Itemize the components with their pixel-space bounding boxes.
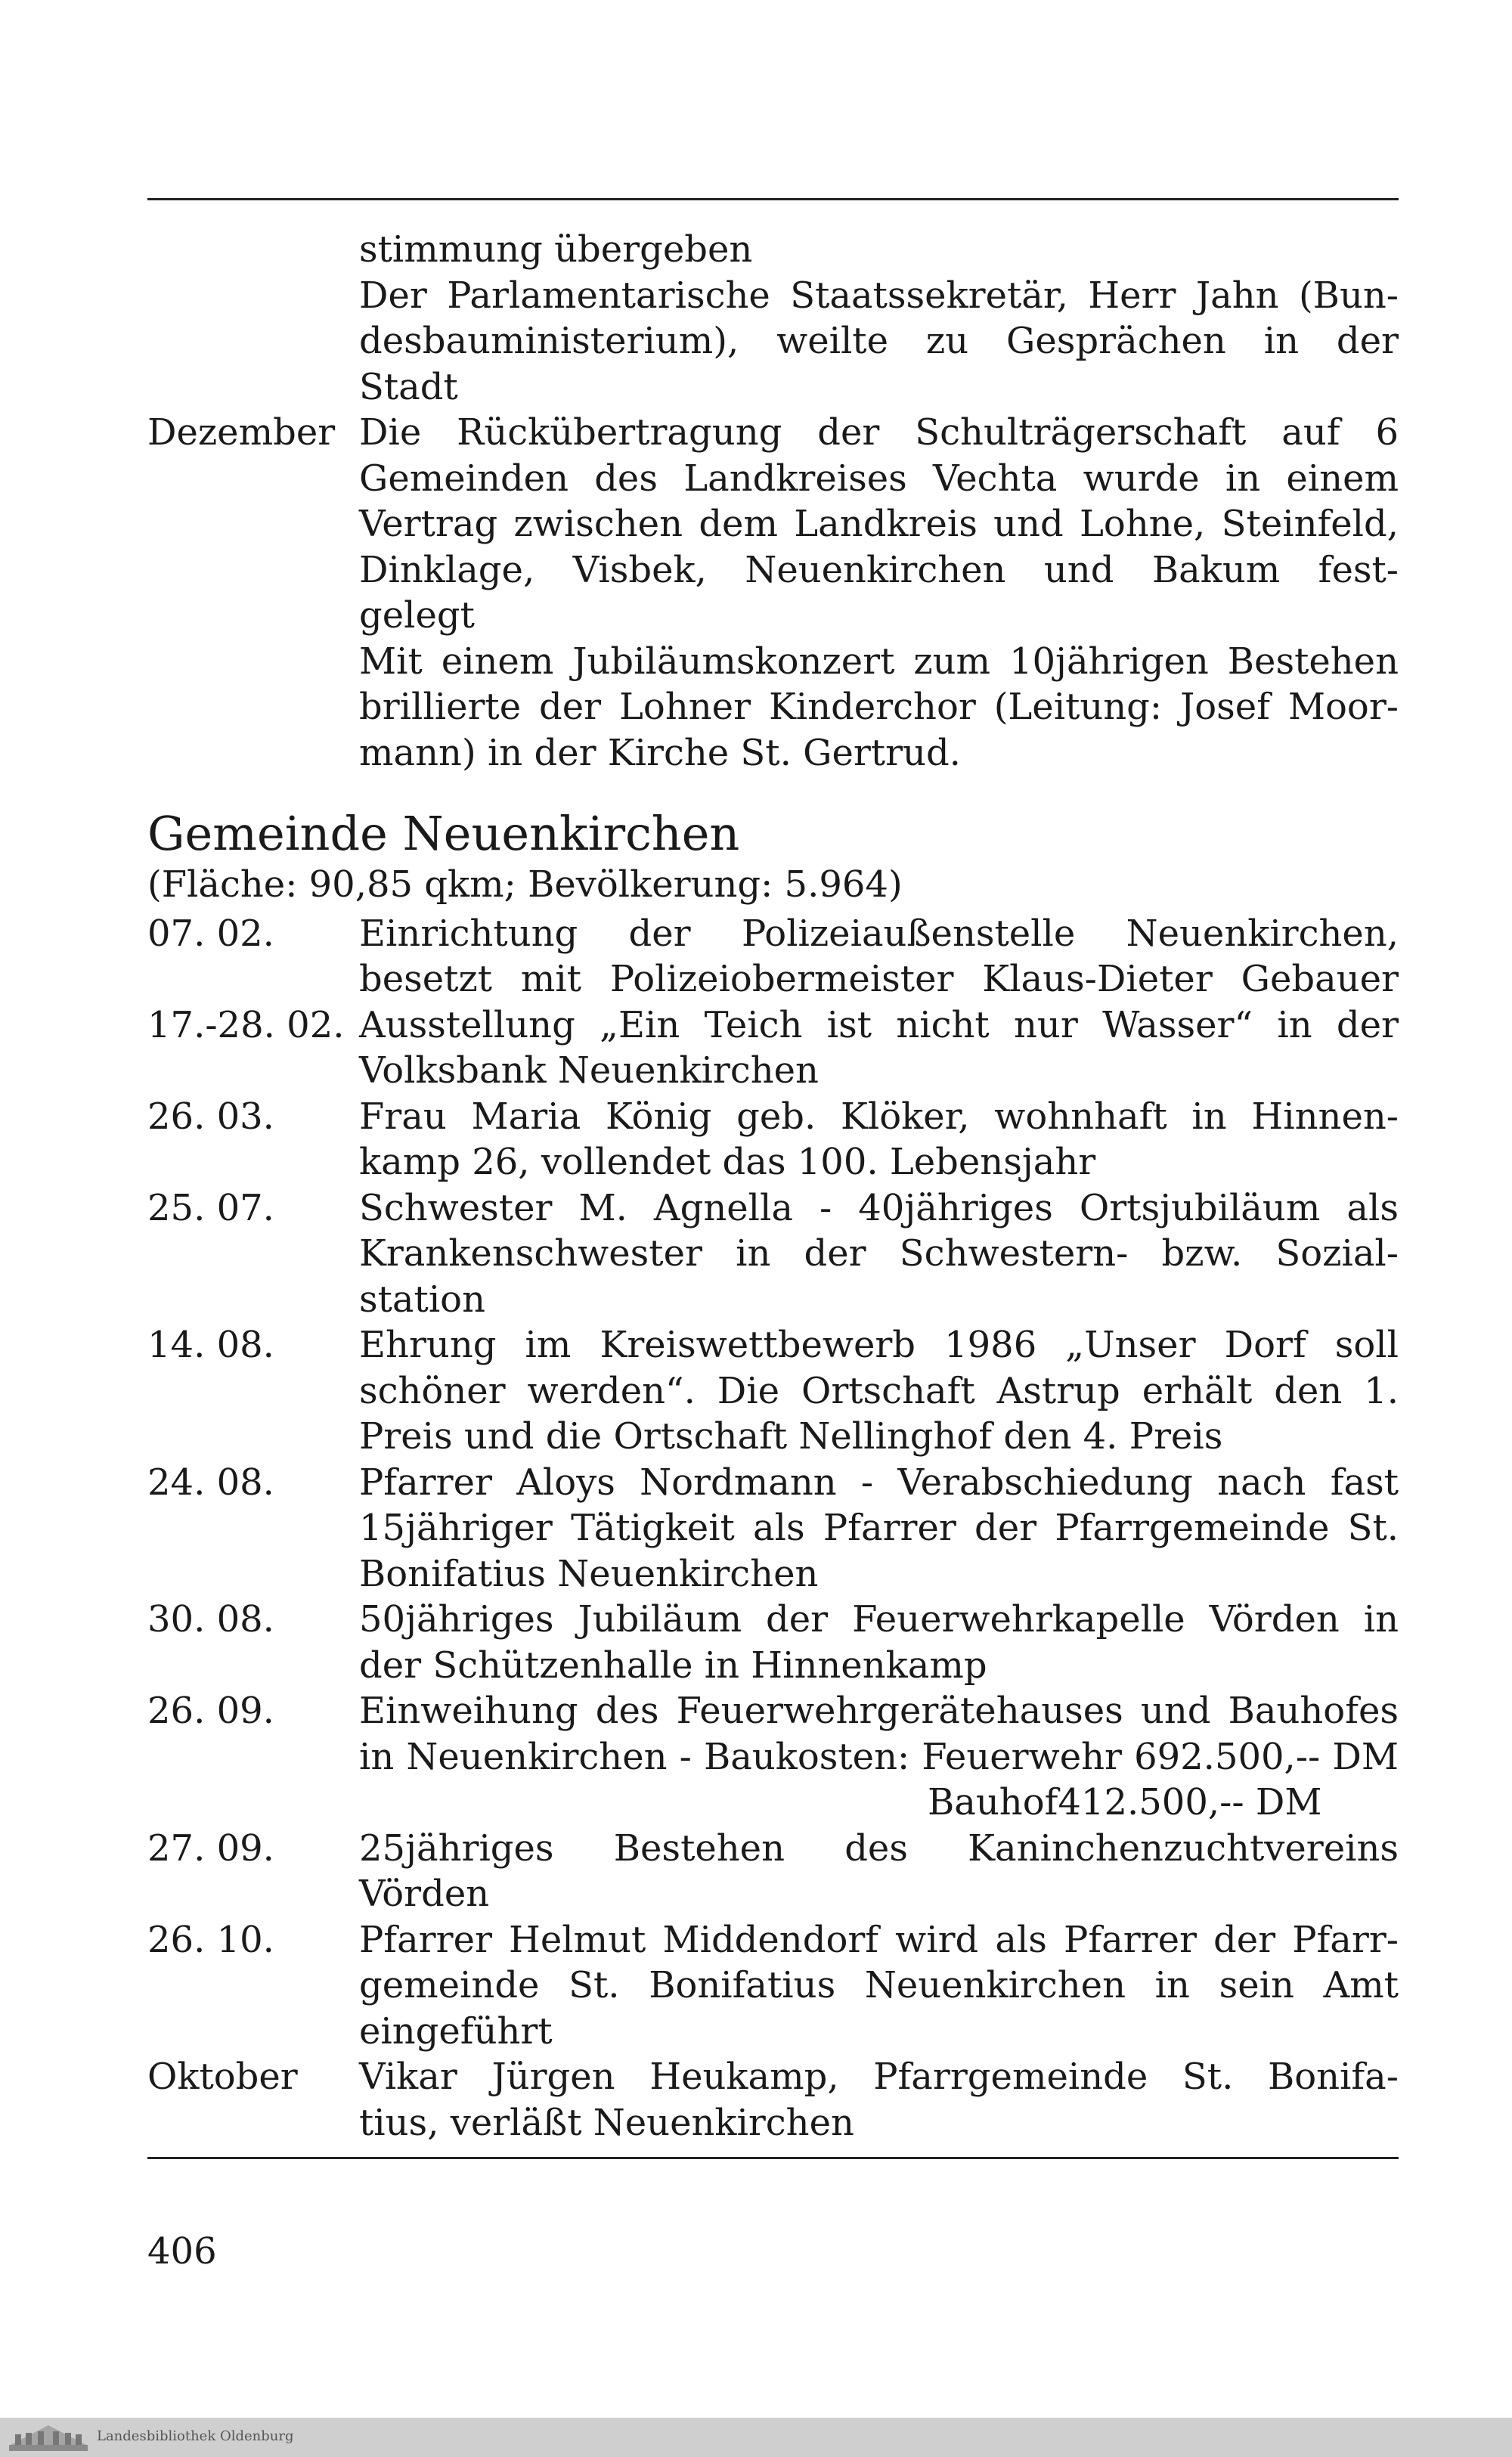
text-line: Gemeinden des Landkreises Vechta wurde in einem <box>359 457 1399 500</box>
entry-text <box>359 1597 1399 1688</box>
entry-date: 24. 08. <box>147 1461 274 1504</box>
section-info: (Fläche: 90,85 qkm; Bevölkerung: 5.964) <box>147 863 903 906</box>
entry-date: Dezember <box>147 411 336 454</box>
dezember-entry <box>147 410 1399 776</box>
page-number: 406 <box>147 2230 217 2273</box>
entry-text <box>359 1460 1399 1597</box>
text-line: Einrichtung der Polizeiaußenstelle Neuenkirchen, <box>359 912 1399 955</box>
entry-date: 27. 09. <box>147 1826 274 1870</box>
text-line: Dinklage, Visbek, Neuenkirchen und Bakum fest- <box>359 548 1399 591</box>
entry-date: Oktober <box>147 2056 298 2098</box>
text-line: Vikar Jürgen Heukamp, Pfarrgemeinde St. Bonifa- <box>359 2056 1399 2098</box>
entry-date: 17.-28. 02. <box>147 1003 345 1046</box>
text-line: gemeinde St. Bonifatius Neuenkirchen in sein Amt <box>359 1964 1399 2006</box>
entry-date: 25. 07. <box>147 1186 274 1229</box>
text-line: 50jähriges Jubiläum der Feuerwehrkapelle Vörden in <box>359 1598 1399 1641</box>
text-line: Die Rückübertragung der Schulträgerschaft auf 6 <box>359 411 1399 454</box>
entry-date: 14. 08. <box>147 1324 274 1366</box>
text-line: station <box>359 1278 485 1321</box>
entry-text <box>359 1826 1399 1917</box>
text-line: Ehrung im Kreiswettbewerb 1986 „Unser Dorf soll <box>359 1324 1399 1366</box>
top-rule <box>147 198 1399 200</box>
chronicle-entry <box>147 1322 1399 1460</box>
text-line: Frau Maria König geb. Klöker, wohnhaft in Hinnen- <box>359 1095 1399 1138</box>
text-line: Krankenschwester in der Schwestern- bzw. Sozial- <box>359 1232 1399 1275</box>
chronicle-entry <box>147 1002 1399 1094</box>
text-line: Der Parlamentarische Staatssekretär, Herr Jahn (Bun- <box>359 274 1399 317</box>
cost-amount: 412.500,-- DM <box>1058 1781 1322 1823</box>
text-line: 15jähriger Tätigkeit als Pfarrer der Pfarrgemeinde St. <box>359 1507 1399 1549</box>
bottom-rule <box>147 2157 1399 2159</box>
text-line: Pfarrer Aloys Nordmann - Verabschiedung nach fast <box>359 1461 1399 1504</box>
cost-line-bauhof <box>359 1780 1399 1826</box>
entry-text <box>359 1185 1399 1323</box>
chronicle-entry <box>147 1185 1399 1323</box>
text-line: schöner werden“. Die Ortschaft Astrup erhält den 1. <box>359 1369 1399 1412</box>
text-line: Vertrag zwischen dem Landkreis und Lohne, Steinfeld, <box>359 503 1399 545</box>
text-line: Bonifatius Neuenkirchen <box>359 1552 819 1595</box>
footer-band <box>0 2418 1512 2457</box>
entry-date: 26. 10. <box>147 1918 274 1961</box>
text-line: in Neuenkirchen - Baukosten: Feuerwehr 692.500,-- DM <box>359 1735 1399 1778</box>
entry-text <box>359 2054 1399 2146</box>
chronicle-entry <box>147 2054 1399 2146</box>
cost-label: Bauhof <box>928 1781 1058 1823</box>
text-line: gelegt <box>359 594 475 637</box>
text-line: tius, verläßt Neuenkirchen <box>359 2101 854 2144</box>
continuation-entry <box>147 227 1399 410</box>
chronicle-entry <box>147 1688 1399 1826</box>
text-line: desbauministerium), weilte zu Gesprächen in der <box>359 320 1399 362</box>
text-line: Pfarrer Helmut Middendorf wird als Pfarrer der Pfarr- <box>359 1918 1399 1961</box>
entry-text <box>359 1322 1399 1460</box>
text-line: Volksbank Neuenkirchen <box>359 1049 819 1092</box>
text-line: kamp 26, vollendet das 100. Lebensjahr <box>359 1141 1096 1183</box>
text-line: brillierte der Lohner Kinderchor (Leitung: Josef Moor- <box>359 686 1399 728</box>
library-building-icon <box>8 2422 89 2452</box>
page-body <box>147 227 1399 2146</box>
text-line: stimmung übergeben <box>359 228 753 271</box>
text-line: Mit einem Jubiläumskonzert zum 10jährigen Bestehen <box>359 640 1399 683</box>
section-title: Gemeinde Neuenkirchen <box>147 806 740 861</box>
text-line: Stadt <box>359 365 458 408</box>
chronicle-entry <box>147 1826 1399 1917</box>
entry-text <box>359 911 1399 1002</box>
chronicle-entry <box>147 1094 1399 1185</box>
text-line: 25jähriges Bestehen des Kaninchenzuchtvereins <box>359 1826 1399 1870</box>
text-line: Ausstellung „Ein Teich ist nicht nur Wasser“ in der <box>359 1003 1399 1046</box>
chronicle-entry <box>147 911 1399 1002</box>
entry-text <box>359 1917 1399 2055</box>
chronicle-entry <box>147 1917 1399 2055</box>
text-line: besetzt mit Polizeiobermeister Klaus-Dieter Gebauer <box>359 958 1399 1000</box>
entry-text <box>359 1094 1399 1185</box>
text-line: Preis und die Ortschaft Nellinghof den 4. Preis <box>359 1415 1223 1458</box>
chronicle-entry <box>147 1460 1399 1597</box>
entry-date: 30. 08. <box>147 1598 274 1641</box>
text-line: Einweihung des Feuerwehrgerätehauses und Bauhofes <box>359 1690 1399 1732</box>
entry-date: 26. 09. <box>147 1690 274 1732</box>
entry-date: 26. 03. <box>147 1095 274 1138</box>
text-line: mann) in der Kirche St. Gertrud. <box>359 731 961 774</box>
text-line: eingeführt <box>359 2009 553 2053</box>
entry-text <box>359 410 1399 776</box>
text-line: Schwester M. Agnella - 40jähriges Ortsjubiläum als <box>359 1186 1399 1229</box>
library-name: Landesbibliothek Oldenburg <box>97 2428 294 2444</box>
entry-text <box>359 1688 1399 1826</box>
entry-text <box>359 227 1399 410</box>
chronicle-entry <box>147 1597 1399 1688</box>
entry-date: 07. 02. <box>147 912 274 955</box>
text-line: der Schützenhalle in Hinnenkamp <box>359 1644 987 1687</box>
entry-text <box>359 1002 1399 1094</box>
text-line: Vörden <box>359 1873 490 1915</box>
